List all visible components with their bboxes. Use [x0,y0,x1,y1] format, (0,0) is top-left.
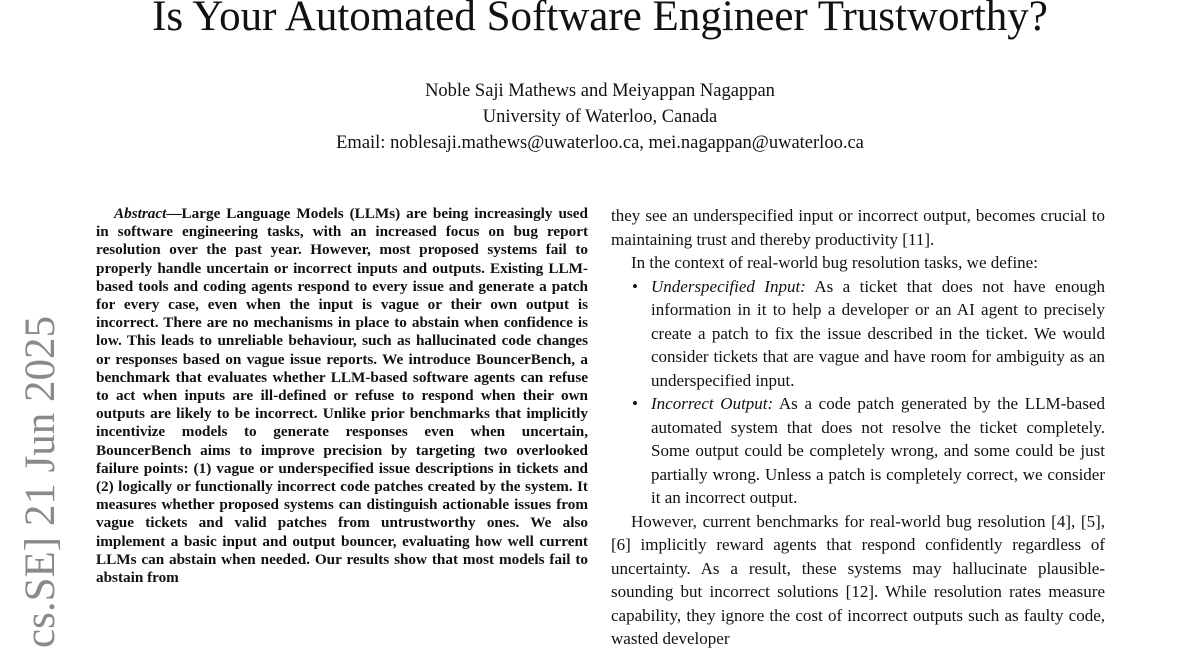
intro-column [611,204,1105,651]
definition-list [611,275,1105,510]
abstract-text: Large Language Models (LLMs) are being increasingly used in software engineering tasks, with an increased focus on bug report resolution over the past year. However, most proposed systems fail to properly handle uncertain or incorrect inputs and outputs. Existing LLM-based tools and coding agents respond to every issue and generate a patch for every case, even when the input is vague or their own output is incorrect. There are no mechanisms in place to abstain when confidence is low. This leads to unreliable behaviour, such as hallucinated code changes or responses based on vague issue reports. We introduce BouncerBench, a benchmark that evaluates whether LLM-based software agents can refuse to act when inputs are ill-defined or refuse to respond when their own outputs are likely to be incorrect. Unlike prior benchmarks that implicitly incentivize models to generate responses even when uncertain, BouncerBench aims to improve precision by targeting two overlooked failure points: (1) vague or underspecified issue descriptions in tickets and (2) logically or functionally incorrect code patches created by the system. It measures whether proposed systems can distinguish actionable issues from vague tickets and valid patches from untrustworthy ones. We also implement a basic input and output bouncer, evaluating how well current LLMs can abstain when needed. Our results show that most models fail to abstain from [96,205,588,587]
paper-title: Is Your Automated Software Engineer Trustworthy? [152,0,1048,40]
abstract-paragraph [96,205,588,587]
bullet-icon: • [632,394,638,413]
bullet-icon: • [632,276,638,296]
author-block [0,78,1200,156]
abstract-column [96,205,588,587]
arxiv-side-stamp: cs.SE] 21 Jun 2025 [17,315,64,648]
abstract-dash: — [166,205,182,222]
definition-term: Underspecified Input: [651,276,806,296]
body-paragraph-continued: they see an underspecified input or incorrect output, becomes crucial to maintaining trust and thereby productivity [11]. [611,206,1105,249]
definition-text: As a code patch generated by the LLM-based automated system that does not resolve the ticket completely. Some output could be completely wrong, and some could be just partially wrong. Unless a patch is completely correct, we consider it an incorrect output. [651,394,1105,507]
author-email: Email: noblesaji.mathews@uwaterloo.ca, mei.nagappan@uwaterloo.ca [336,133,864,153]
definition-term: Incorrect Output: [651,394,774,413]
definition-text: As a ticket that does not have enough information in it to help a developer or an AI agent to precisely create a patch to fix the issue described in the ticket. We would consider tickets that are vague and have room for ambiguity as an underspecified input. [651,276,1106,390]
definition-item-incorrect-output [632,392,1105,510]
body-paragraph-benchmarks: However, current benchmarks for real-world bug resolution [4], [5], [6] implicitly reward agents that respond confidently regardless of uncertainty. As a result, these systems may hallucinate plausible-sounding but incorrect solutions [12]. While resolution rates measure capability, they ignore the cost of incorrect outputs such as faulty code, wasted developer [611,511,1105,648]
author-names: Noble Saji Mathews and Meiyappan Nagappan [425,81,775,101]
body-paragraph-definitions-lead: In the context of real-world bug resolution tasks, we define: [631,253,1038,272]
author-affiliation: University of Waterloo, Canada [482,107,718,127]
abstract-heading: Abstract [114,205,167,222]
definition-item-underspecified-input [632,275,1106,393]
